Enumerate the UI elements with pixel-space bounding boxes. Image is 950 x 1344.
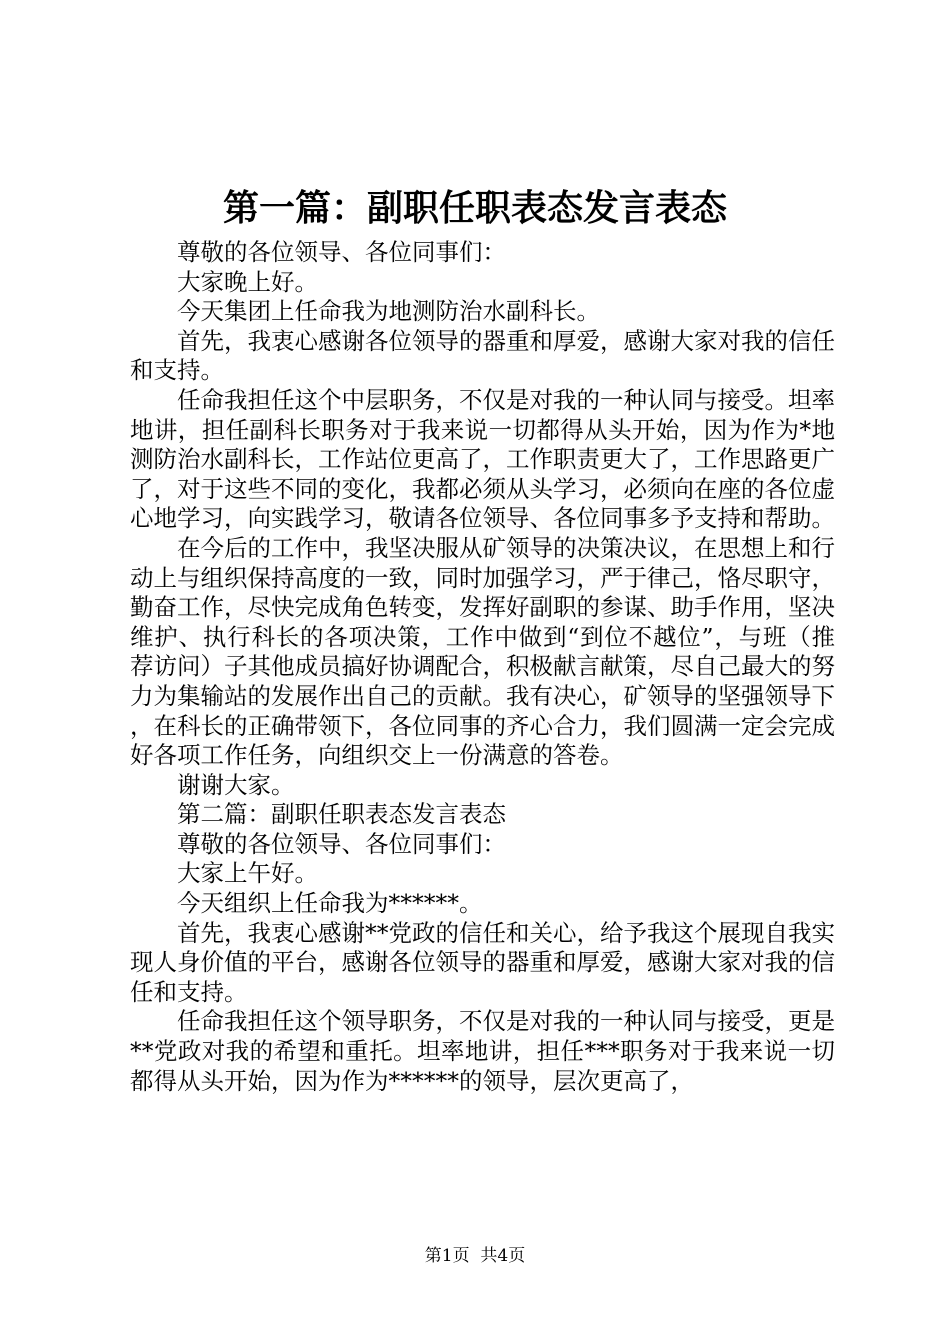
paragraph-thanks-2: 首先，我衷心感谢**党政的信任和关心，给予我这个展现自我实现人身价值的平台，感谢各位领导的器重和厚爱，感谢大家对我的信任和支持。: [130, 918, 835, 1006]
page-footer: 第1页 共4页: [424, 1246, 526, 1266]
document-body: [130, 238, 835, 1096]
paragraph-position: 任命我担任这个中层职务，不仅是对我的一种认同与接受。坦率地讲，担任副科长职务对于我来说一切都得从头开始，因为作为*地测防治水副科长，工作站位更高了，工作职责更大了，工作思路更广了，对于这些不同的变化，我都必须从头学习，必须向在座的各位虚心地学习，向实践学习，敬请各位领导、各位同事多予支持和帮助。: [130, 385, 835, 533]
paragraph-position-2: 任命我担任这个领导职务，不仅是对我的一种认同与接受，更是**党政对我的希望和重托。坦率地讲，担任***职务对于我来说一切都得从头开始，因为作为******的领导，层次更高了，: [130, 1007, 835, 1095]
paragraph-thank-you: 谢谢大家。: [177, 770, 295, 799]
paragraph-good-morning: 大家上午好。: [177, 859, 318, 888]
paragraph-thanks: 首先，我衷心感谢各位领导的器重和厚爱，感谢大家对我的信任和支持。: [130, 326, 835, 385]
document-title: 第一篇：副职任职表态发言表态: [222, 187, 727, 229]
paragraph-section-two-heading: 第二篇：副职任职表态发言表态: [177, 800, 506, 829]
paragraph-future-work: 在今后的工作中，我坚决服从矿领导的决策决议，在思想上和行动上与组织保持高度的一致，同时加强学习，严于律己，恪尽职守，勤奋工作，尽快完成角色转变，发挥好副职的参谋、助手作用，坚决维护、执行科长的各项决策，工作中做到“到位不越位”，与班（推荐访问）子其他成员搞好协调配合，积极献言献策，尽自己最大的努力为集输站的发展作出自己的贡献。我有决心，矿领导的坚强领导下，在科长的正确带领下，各位同事的齐心合力，我们圆满一定会完成好各项工作任务，向组织交上一份满意的答卷。: [130, 533, 835, 770]
paragraph-appointment-2: 今天组织上任命我为******。: [177, 889, 483, 918]
paragraph-greeting-2: 尊敬的各位领导、各位同事们：: [177, 829, 506, 858]
paragraph-greeting: 尊敬的各位领导、各位同事们：: [177, 238, 506, 266]
paragraph-good-evening: 大家晚上好。: [177, 267, 318, 296]
paragraph-appointment: 今天集团上任命我为地测防治水副科长。: [177, 297, 600, 326]
